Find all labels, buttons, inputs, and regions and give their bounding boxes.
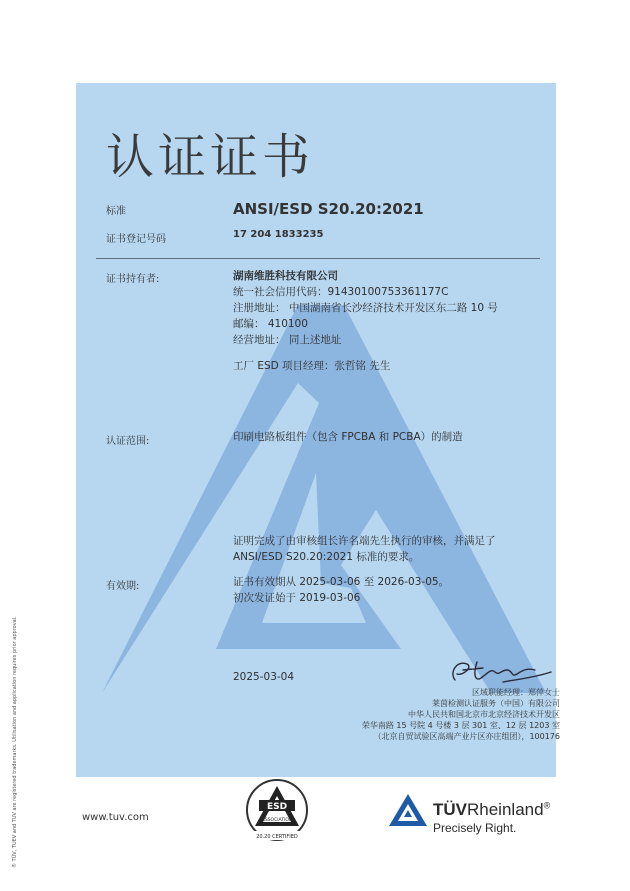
esd-association-text: ASSOCIATION xyxy=(261,818,293,823)
holder-postcode: 邮编： 410100 xyxy=(233,318,308,330)
issue-date: 2025-03-04 xyxy=(233,671,295,683)
holder-company: 湖南维胜科技有限公司 xyxy=(233,270,338,282)
signature xyxy=(443,652,563,692)
statement-line-1: 证明完成了由审核组长许名端先生执行的审核，并满足了 xyxy=(233,535,496,547)
tuv-logo-triangle-icon xyxy=(388,793,428,827)
tuv-slogan: Precisely Right. xyxy=(433,821,517,835)
tuv-brand-name xyxy=(433,800,550,820)
holder-credit-code: 统一社会信用代码：91430100753361177C xyxy=(233,286,449,298)
validity-line-2: 初次发证始于 2019-03-06 xyxy=(233,592,361,604)
issuer-line-5: （北京自贸试验区高端产业片区亦庄组团），100176 xyxy=(373,732,560,741)
standard-label: 标准 xyxy=(106,206,126,217)
issuer-line-4: 荣华南路 15 号院 4 号楼 3 层 301 室、12 层 1203 室 xyxy=(361,721,560,730)
tuv-brand-reg: ® xyxy=(543,800,551,811)
esd-certified-text: 20.20 CERTIFIED xyxy=(256,834,298,840)
issuer-block xyxy=(362,687,560,742)
divider-top xyxy=(96,258,540,259)
scope-value: 印刷电路板组件（包含 FPCBA 和 PCBA）的制造 xyxy=(233,431,463,443)
holder-reg-address: 注册地址： 中国湖南省长沙经济技术开发区东二路 10 号 xyxy=(233,302,498,314)
validity-label: 有效期: xyxy=(106,581,140,592)
holder-manager: 工厂 ESD 项目经理：张哲铭 先生 xyxy=(233,360,391,372)
esd-association-logo xyxy=(245,778,309,844)
tuv-brand-rest: Rheinland xyxy=(467,800,544,819)
esd-logo-text: ESD xyxy=(266,802,288,812)
scope-label: 认证范围: xyxy=(106,436,150,447)
page-title: 认证证书 xyxy=(106,129,315,185)
tuv-brand-bold: TÜV xyxy=(433,800,467,819)
issuer-line-2: 莱茵检测认证服务（中国）有限公司 xyxy=(432,699,560,708)
registration-label: 证书登记号码 xyxy=(106,234,166,245)
issuer-line-1: 区域职能经理：郑萍女士 xyxy=(472,688,560,697)
validity-line-1: 证书有效期从 2025-03-06 至 2026-03-05。 xyxy=(233,576,450,588)
holder-op-address: 经营地址： 同上述地址 xyxy=(233,334,342,346)
trademark-side-note: ® TÜV, TUEV and TUV are registered trademarks. Utilisation and application requires prior approval. xyxy=(12,616,18,868)
statement-line-2: ANSI/ESD S20.20:2021 标准的要求。 xyxy=(233,551,420,563)
standard-value: ANSI/ESD S20.20:2021 xyxy=(233,200,424,218)
registration-value: 17 204 1833235 xyxy=(233,229,324,240)
issuer-line-3: 中华人民共和国北京市北京经济技术开发区 xyxy=(408,710,560,719)
website-url: www.tuv.com xyxy=(82,812,149,823)
holder-label: 证书持有者: xyxy=(106,274,160,285)
